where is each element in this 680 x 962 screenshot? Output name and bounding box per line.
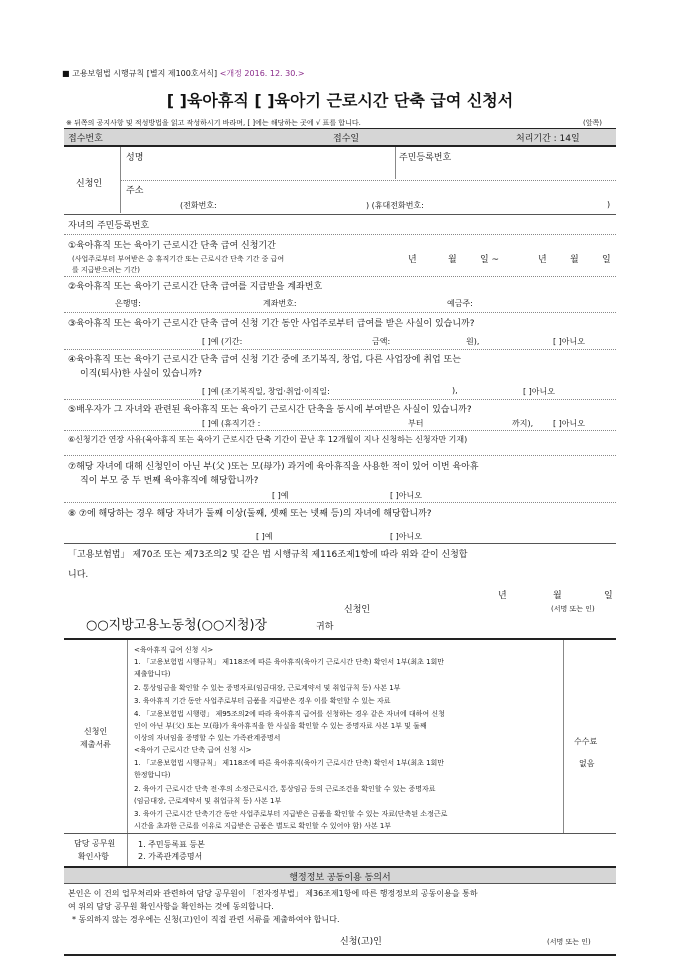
- q1-label: ①육아휴직 또는 육아기 근로시간 단축 급여 신청기간: [68, 241, 276, 251]
- rrn-label: 주민등록번호: [399, 153, 452, 163]
- q3-yes-option[interactable]: [ ]예 (기간:: [202, 337, 243, 346]
- reduction-doc-item: 1. 「고용보험법 시행규칙」 제118조에 따른 육아휴직(육아기 근로시간 단축) 확인서 1부(최초 1회만: [134, 759, 445, 767]
- receipt-rule: [64, 145, 616, 147]
- processing-period: 처리기간 : 14일: [516, 134, 580, 144]
- documents-rule: [64, 833, 616, 834]
- q1-year: 년: [408, 255, 417, 265]
- leave-doc-item: 이상의 자녀임을 증명할 수 있는 가족관계증명서: [134, 734, 281, 742]
- leave-doc-item: 4. 「고용보험법 시행령」 제95조의2에 따라 육아휴직 급여를 신청하는 경우 같은 자녀에 대하여 신청: [134, 710, 445, 718]
- phone-label: (전화번호:: [180, 201, 217, 210]
- statement-line-2: 니다.: [68, 570, 89, 580]
- address-label: 주소: [126, 186, 144, 196]
- officer-label: 담당 공무원: [74, 839, 116, 848]
- q7-label-2: 직이 부모 중 두 번째 육아휴직에 해당합니까?: [80, 476, 259, 486]
- form-notice: ※ 뒤쪽의 공지사항 및 적성방법을 읽고 작성하시기 바라며, [ ]에는 해당하는 곳에 √ 표를 합니다.: [66, 119, 361, 127]
- receipt-number-label: 접수번호: [68, 134, 103, 144]
- reduction-doc-item: 3. 육아기 근로시간 단축기간 동안 사업주로부터 지급받은 금품을 확인할 수 있는 자료(단축된 소정근로: [134, 810, 448, 818]
- q2-rule: [64, 312, 616, 313]
- consent-title-rule: [64, 883, 616, 884]
- q5-no-option[interactable]: [ ]아니오: [553, 419, 585, 428]
- q4-yes-option[interactable]: [ ]예 (조기복직일, 창업·취업·이직일:: [202, 387, 330, 396]
- consent-line-1: 본인은 이 건의 업무처리와 관련하여 담당 공무원이 「전자정부법」 제36조제1항에 따른 행정정보의 공동이용을 통하: [68, 889, 478, 898]
- q5-until-label: 까지),: [512, 419, 534, 428]
- q4-rule: [64, 399, 616, 400]
- statement-applicant-label: 신청인: [344, 605, 371, 615]
- q3-label: ③육아휴직 또는 육아기 근로시간 단축 급여 신청 기간 동안 사업주로부터 급여를 받은 사실이 있습니까?: [68, 319, 475, 329]
- officer-item: 1. 주민등록표 등본: [138, 840, 205, 849]
- leave-doc-item: 인이 아닌 부(父) 또는 모(母)가 육아휴직을 한 사실을 확인할 수 있는 증명자료 사본 1부 및 둘째: [134, 722, 427, 730]
- revision-date: <개정 2016. 12. 30.>: [219, 69, 305, 78]
- q7-label: ⑦해당 자녀에 대해 신청인이 아닌 부(父 )또는 모(母가) 과거에 육아휴직을 사용한 적이 있어 이번 육아휴: [68, 462, 479, 472]
- q3-rule: [64, 349, 616, 350]
- q3-won-label: 원),: [466, 337, 480, 346]
- documents-left-divider: [127, 640, 128, 833]
- q1-year-end: 년: [538, 255, 547, 265]
- q1-month-end: 월: [570, 255, 579, 265]
- q1-note-2: 를 지급받으려는 기간): [72, 266, 141, 274]
- statement-day: 일: [604, 591, 613, 601]
- q8-label: ⑧ ⑦에 해당하는 경우 해당 자녀가 둘째 이상(둘째, 셋째 또는 넷째 등)의 자녀에 해당합니까?: [68, 509, 432, 519]
- receipt-date-label: 접수일: [333, 134, 360, 144]
- fee-value: 없음: [579, 759, 595, 768]
- q5-yes-option[interactable]: [ ]예 (휴직기간 :: [202, 419, 261, 428]
- child-rrn-label: 자녀의 주민등록번호: [68, 221, 150, 231]
- q3-amount-label: 금액:: [372, 337, 391, 346]
- documents-fee-divider: [563, 640, 564, 833]
- applicant-label: 신청인: [76, 179, 103, 189]
- statement-line-1: 「고용보험법」 제70조 또는 제73조의2 및 같은 법 시행규칙 제116조제1항에 따라 위와 같이 신청합: [68, 550, 468, 560]
- account-number-label: 계좌번호:: [263, 299, 297, 308]
- leave-doc-item: 3. 육아휴직 기간 동안 사업주로부터 금품을 지급받은 경우 이를 확인할 수 있는 자료: [134, 697, 391, 705]
- page-side-label: (앞쪽): [583, 119, 602, 127]
- form-title: [ ]육아휴직 [ ]육아기 근로시간 단축 급여 신청서: [166, 91, 514, 110]
- leave-doc-item: 제출합니다): [134, 670, 171, 678]
- q5-label: ⑤배우자가 그 자녀와 관련된 육아휴직 또는 육아기 근로시간 단축을 동시에 부여받은 사실이 있습니까?: [68, 405, 472, 415]
- documents-label-2: 제출서류: [80, 740, 111, 749]
- statement-rule: [64, 638, 616, 640]
- account-holder-label: 예금주:: [447, 299, 473, 308]
- reduction-doc-item: 한정합니다): [134, 771, 171, 779]
- q8-rule: [64, 543, 616, 544]
- q4-no-option[interactable]: [ ]아니오: [523, 387, 555, 396]
- bank-name-label: 은행명:: [115, 299, 141, 308]
- consent-line-3: * 동의하지 않는 경우에는 신청(고)인이 직접 관련 서류를 제출하여야 합니다.: [72, 915, 340, 924]
- mobile-label: ) (휴대전화번호:: [366, 201, 424, 210]
- statement-month: 월: [553, 591, 562, 601]
- q1-month: 월: [448, 255, 457, 265]
- q4-label: ④육아휴직 또는 육아기 근로시간 단축 급여 신청 기간 중에 조기복직, 창업, 다른 사업장에 취업 또는: [68, 355, 461, 365]
- q5-rule: [64, 430, 616, 431]
- q7-yes-option[interactable]: [ ]예: [272, 491, 289, 500]
- consent-sign-label: (서명 또는 인): [547, 938, 591, 946]
- q8-yes-option[interactable]: [ ]예: [256, 532, 273, 541]
- reduction-docs-header: <육아기 근로시간 단축 급여 신청 시>: [134, 746, 252, 754]
- statement-year: 년: [498, 591, 507, 601]
- q6-label: ⑥신청기간 연장 사유(육아휴직 또는 육아기 근로시간 단축 기간이 끝난 후 12개월이 지나 신청하는 신청자만 기재): [68, 435, 468, 444]
- consent-title: 행정정보 공동이용 동의서: [289, 873, 391, 883]
- q1-day-end: 일: [602, 255, 611, 265]
- q7-rule: [64, 502, 616, 503]
- consent-line-2: 여 위의 담당 공무원 확인사항을 확인하는 것에 동의합니다.: [68, 902, 274, 911]
- reduction-doc-item: 시간을 초과한 근로를 이유로 지급받은 금품은 별도로 확인할 수 있어야 함) 사본 1부: [134, 822, 392, 830]
- reduction-doc-item: (임금대장, 근로계약서 및 취업규칙 등) 사본 1부: [134, 797, 282, 805]
- regulation-label: ■ 고용보험법 시행규칙 [별지 제100호서식] <개정 2016. 12. 30.>: [62, 69, 305, 78]
- recipient-office: ○○지방고용노동청(○○지청)장: [86, 618, 268, 633]
- q5-from-label: 부터: [408, 419, 424, 428]
- statement-sign-label: (서명 또는 인): [551, 605, 595, 613]
- q4-close-label: ),: [452, 386, 458, 395]
- officer-divider: [127, 834, 128, 866]
- q1-day: 일 ~: [480, 255, 500, 265]
- q2-label: ②육아휴직 또는 육아기 근로시간 단축 급여를 지급받을 계좌번호: [68, 282, 323, 292]
- mobile-close: ): [607, 200, 611, 209]
- q6-rule: [64, 455, 616, 456]
- leave-docs-header: <육아휴직 급여 신청 시>: [134, 646, 214, 654]
- applicant-rule: [64, 214, 616, 215]
- consent-applicant-label: 신청(고)인: [340, 937, 382, 947]
- name-rrn-divider: [395, 147, 396, 179]
- q7-no-option[interactable]: [ ]아니오: [390, 491, 422, 500]
- reduction-doc-item: 2. 육아기 근로시간 단축 전·후의 소정근로시간, 통상임금 등의 근로조건을 확인할 수 있는 증명자료: [134, 785, 436, 793]
- recipient-honorific: 귀하: [316, 622, 334, 632]
- name-label: 성명: [126, 153, 144, 163]
- q1-note: (사업주로부터 부여받은 총 휴직기간 또는 근로시간 단축 기간 중 급여: [72, 255, 285, 263]
- leave-doc-item: 1. 「고용보험법 시행규칙」 제118조에 따른 육아휴직(육아기 근로시간 단축) 확인서 1부(최초 1회만: [134, 658, 445, 666]
- q4-label-2: 이직(퇴사)한 사실이 있습니까?: [80, 369, 202, 379]
- q8-no-option[interactable]: [ ]아니오: [390, 532, 422, 541]
- officer-item: 2. 가족관계증명서: [138, 852, 203, 861]
- q3-no-option[interactable]: [ ]아니오: [553, 337, 585, 346]
- leave-doc-item: 2. 통상임금을 확인할 수 있는 증명자료(임금대장, 근로계약서 및 취업규칙 등) 사본 1부: [134, 684, 401, 692]
- q1-rule: [64, 276, 616, 277]
- officer-label-2: 확인사항: [78, 852, 109, 861]
- bottom-rule: [64, 954, 616, 956]
- address-rule: [120, 180, 616, 181]
- documents-label: 신청인: [84, 727, 108, 736]
- child-rule: [64, 234, 616, 235]
- fee-label: 수수료: [574, 737, 598, 746]
